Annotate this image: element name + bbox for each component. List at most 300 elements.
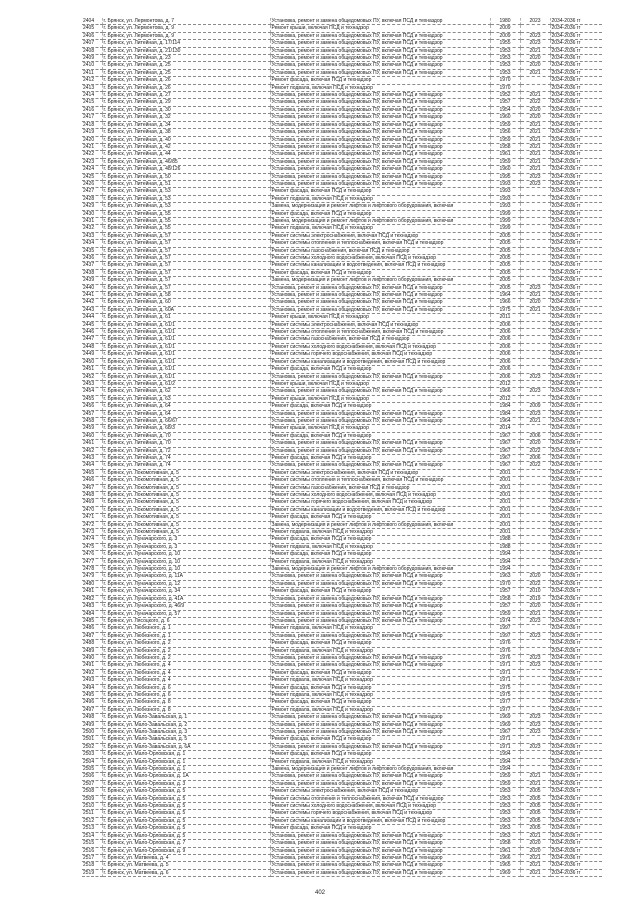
last-repair-year-cell: 2023	[520, 617, 550, 624]
year-built-cell: 1977	[490, 699, 520, 706]
table-row	[82, 529, 602, 536]
address-cell: г. Брянск, ул. Мало-Орловская, д. 1	[102, 766, 270, 773]
row-number: 2512	[82, 817, 102, 824]
last-repair-year-cell: 2021	[520, 773, 550, 780]
planned-period-cell: 2034-2036 гг	[550, 129, 602, 136]
row-number: 2511	[82, 810, 102, 817]
row-number: 2416	[82, 106, 102, 113]
address-cell: г. Брянск, ул. Литейная, д. 70	[102, 432, 270, 439]
table-row	[82, 18, 602, 25]
row-number: 2435	[82, 247, 102, 254]
work-type-cell: Установка, ремонт и замена общедомовых ПУ, включая ПСД и технадзор	[270, 780, 490, 787]
year-built-cell: 1953	[490, 69, 520, 76]
table-row	[82, 432, 602, 439]
address-cell: г. Брянск, ул. Литейная, д. 60А	[102, 306, 270, 313]
address-cell: г. Брянск, ул. Литейная, д. 32	[102, 114, 270, 121]
year-built-cell: 1957	[490, 588, 520, 595]
work-type-cell: Установка, ремонт и замена общедомовых ПУ, включая ПСД и технадзор	[270, 114, 490, 121]
last-repair-year-cell	[520, 647, 550, 654]
row-number: 2431	[82, 217, 102, 224]
row-number: 2464	[82, 462, 102, 469]
last-repair-year-cell: 2023	[520, 654, 550, 661]
year-built-cell: 2012	[490, 380, 520, 387]
row-number: 2418	[82, 121, 102, 128]
row-number: 2429	[82, 203, 102, 210]
last-repair-year-cell	[520, 677, 550, 684]
year-built-cell: 2006	[490, 329, 520, 336]
table-row	[82, 847, 602, 854]
work-type-cell: Установка, ремонт и замена общедомовых ПУ, включая ПСД и технадзор	[270, 721, 490, 728]
table-row	[82, 336, 602, 343]
table-row	[82, 151, 602, 158]
address-cell: г. Брянск, ул. Литейная, д. 51	[102, 180, 270, 187]
year-built-cell: 2001	[490, 521, 520, 528]
planned-period-cell: 2034-2036 гг	[550, 143, 602, 150]
row-number: 2409	[82, 55, 102, 62]
planned-period-cell: 2034-2036 гг	[550, 351, 602, 358]
row-number: 2407	[82, 40, 102, 47]
last-repair-year-cell	[520, 736, 550, 743]
planned-period-cell: 2034-2036 гг	[550, 25, 602, 32]
table-row	[82, 417, 602, 424]
year-built-cell: 2005	[490, 232, 520, 239]
row-number: 2517	[82, 854, 102, 861]
row-number: 2465	[82, 469, 102, 476]
year-built-cell: 2005	[490, 247, 520, 254]
row-number: 2419	[82, 129, 102, 136]
table-row	[82, 210, 602, 217]
year-built-cell: 1963	[490, 573, 520, 580]
planned-period-cell: 2034-2036 гг	[550, 499, 602, 506]
planned-period-cell: 2034-2036 гг	[550, 314, 602, 321]
table-row	[82, 706, 602, 713]
planned-period-cell: 2034-2036 гг	[550, 158, 602, 165]
address-cell: г. Брянск, ул. Литейная, д. 25	[102, 62, 270, 69]
last-repair-year-cell	[520, 551, 550, 558]
address-cell: г. Брянск, ул. Любезного, д. 1	[102, 625, 270, 632]
row-number: 2519	[82, 869, 102, 876]
last-repair-year-cell	[520, 625, 550, 632]
table-row	[82, 188, 602, 195]
year-built-cell: 1994	[490, 551, 520, 558]
table-row	[82, 203, 602, 210]
address-cell: г. Брянск, ул. Литейная, д. 23	[102, 55, 270, 62]
table-row	[82, 262, 602, 269]
last-repair-year-cell	[520, 640, 550, 647]
planned-period-cell: 2034-2036 гг	[550, 729, 602, 736]
address-cell: г. Брянск, ул. Любезного, д. 4	[102, 662, 270, 669]
work-type-cell: Ремонт системы электроснабжения, включая ПСД и технадзор	[270, 788, 490, 795]
planned-period-cell: 2034-2036 гг	[550, 114, 602, 121]
table-row	[82, 395, 602, 402]
table-row	[82, 321, 602, 328]
address-cell: г. Брянск, ул. Литейная, д. 70	[102, 440, 270, 447]
work-type-cell: Установка, ремонт и замена общедомовых ПУ, включая ПСД и технадзор	[270, 610, 490, 617]
last-repair-year-cell: 2021	[520, 151, 550, 158]
year-built-cell: 1994	[490, 566, 520, 573]
year-built-cell: 1993	[490, 180, 520, 187]
address-cell: г. Брянск, ул. Литейная, д. 57	[102, 255, 270, 262]
last-repair-year-cell	[520, 751, 550, 758]
work-type-cell: Замена, модернизация и ремонт лифтов и лифтового оборудования, включая	[270, 766, 490, 773]
row-number: 2493	[82, 677, 102, 684]
work-type-cell: Установка, ремонт и замена общедомовых ПУ, включая ПСД и технадзор	[270, 180, 490, 187]
table-row	[82, 825, 602, 832]
last-repair-year-cell: 2021	[520, 47, 550, 54]
planned-period-cell: 2034-2036 гг	[550, 99, 602, 106]
address-cell: г. Брянск, ул. Любезного, д. 4	[102, 677, 270, 684]
row-number: 2507	[82, 780, 102, 787]
row-number: 2408	[82, 47, 102, 54]
work-type-cell: Установка, ремонт и замена общедомовых ПУ, включая ПСД и технадзор	[270, 40, 490, 47]
row-number: 2417	[82, 114, 102, 121]
row-number: 2479	[82, 573, 102, 580]
work-type-cell: Ремонт фасада, включая ПСД и технадзор	[270, 699, 490, 706]
address-cell: г. Брянск, ул. Литейная, д. 61/1	[102, 373, 270, 380]
year-built-cell: 1958	[490, 143, 520, 150]
work-type-cell: Установка, ремонт и замена общедомовых ПУ, включая ПСД и технадзор	[270, 47, 490, 54]
address-cell: г. Брянск, ул. Литейная, д. 72	[102, 447, 270, 454]
planned-period-cell: 2034-2036 гг	[550, 714, 602, 721]
work-type-cell: Ремонт крыши, включая ПСД и технадзор	[270, 314, 490, 321]
row-number: 2448	[82, 343, 102, 350]
row-number: 2496	[82, 699, 102, 706]
address-cell: г. Брянск, ул. Мало-Завальская, д. 6А	[102, 743, 270, 750]
last-repair-year-cell: 2021	[520, 780, 550, 787]
work-type-cell: Ремонт фасада, включая ПСД и технадзор	[270, 366, 490, 373]
work-type-cell: Установка, ремонт и замена общедомовых ПУ, включая ПСД и технадзор	[270, 121, 490, 128]
planned-period-cell: 2034-2036 гг	[550, 691, 602, 698]
address-cell: г. Брянск, ул. Мало-Орловская, д. 5	[102, 810, 270, 817]
row-number: 2413	[82, 84, 102, 91]
table-row	[82, 817, 602, 824]
year-built-cell: 1970	[490, 77, 520, 84]
last-repair-year-cell	[520, 269, 550, 276]
last-repair-year-cell: 2006	[520, 454, 550, 461]
row-number: 2472	[82, 521, 102, 528]
work-type-cell: Ремонт системы газоснабжения, включая ПСД и технадзор	[270, 336, 490, 343]
year-built-cell: 1976	[490, 647, 520, 654]
table-row	[82, 373, 602, 380]
planned-period-cell: 2034-2036 гг	[550, 277, 602, 284]
work-type-cell: Установка, ремонт и замена общедомовых ПУ, включая ПСД и технадзор	[270, 462, 490, 469]
address-cell: г. Брянск, ул. Литейная, д. 61/1	[102, 343, 270, 350]
planned-period-cell: 2034-2036 гг	[550, 32, 602, 39]
planned-period-cell: 2034-2036 гг	[550, 462, 602, 469]
last-repair-year-cell: 2022	[520, 462, 550, 469]
table-row	[82, 366, 602, 373]
address-cell: г. Брянск, ул. Литейная, д. 25	[102, 69, 270, 76]
planned-period-cell: 2034-2036 гг	[550, 40, 602, 47]
table-row	[82, 121, 602, 128]
row-number: 2437	[82, 262, 102, 269]
table-row	[82, 247, 602, 254]
row-number: 2500	[82, 729, 102, 736]
last-repair-year-cell: 2021	[520, 869, 550, 876]
table-row	[82, 329, 602, 336]
year-built-cell: 2006	[490, 343, 520, 350]
row-number: 2514	[82, 832, 102, 839]
planned-period-cell: 2034-2036 гг	[550, 121, 602, 128]
row-number: 2485	[82, 617, 102, 624]
year-built-cell: 1975	[490, 306, 520, 313]
year-built-cell: 2001	[490, 484, 520, 491]
work-type-cell: Ремонт подвала, включая ПСД и технадзор	[270, 529, 490, 536]
table-row	[82, 306, 602, 313]
row-number: 2470	[82, 506, 102, 513]
year-built-cell: 1993	[490, 195, 520, 202]
planned-period-cell: 2034-2036 гг	[550, 469, 602, 476]
table-row	[82, 773, 602, 780]
year-built-cell: 1959	[490, 158, 520, 165]
planned-period-cell: 2034-2036 гг	[550, 869, 602, 876]
table-row	[82, 803, 602, 810]
address-cell: г. Брянск, ул. Мало-Орловская, д. 5	[102, 832, 270, 839]
year-built-cell: 1969	[490, 869, 520, 876]
work-type-cell: Ремонт фасада, включая ПСД и технадзор	[270, 77, 490, 84]
planned-period-cell: 2034-2036 гг	[550, 640, 602, 647]
address-cell: г. Брянск, ул. Литейная, д. 66/67	[102, 417, 270, 424]
last-repair-year-cell	[520, 358, 550, 365]
work-type-cell: Установка, ремонт и замена общедомовых ПУ, включая ПСД и технадзор	[270, 654, 490, 661]
planned-period-cell: 2034-2036 гг	[550, 217, 602, 224]
table-row	[82, 462, 602, 469]
last-repair-year-cell: 2023	[520, 721, 550, 728]
row-number: 2468	[82, 492, 102, 499]
last-repair-year-cell: 2022	[520, 447, 550, 454]
year-built-cell: 1984	[490, 403, 520, 410]
last-repair-year-cell: 2021	[520, 136, 550, 143]
year-built-cell: 2009	[490, 32, 520, 39]
last-repair-year-cell: 2021	[520, 158, 550, 165]
row-number: 2449	[82, 351, 102, 358]
last-repair-year-cell: 2023	[520, 40, 550, 47]
row-number: 2414	[82, 92, 102, 99]
row-number: 2434	[82, 240, 102, 247]
year-built-cell: 1975	[490, 691, 520, 698]
address-cell: г. Брянск, ул. Любезного, д. 1	[102, 632, 270, 639]
table-row	[82, 240, 602, 247]
work-type-cell: Ремонт крыши, включая ПСД и технадзор	[270, 25, 490, 32]
last-repair-year-cell: 2022	[520, 580, 550, 587]
last-repair-year-cell: 2021	[520, 69, 550, 76]
table-row	[82, 77, 602, 84]
work-type-cell: Замена, модернизация и ремонт лифтов и лифтового оборудования, включая	[270, 566, 490, 573]
address-cell: г. Брянск, ул. Мало-Орловская, д. 1А	[102, 773, 270, 780]
planned-period-cell: 2034-2036 гг	[550, 551, 602, 558]
address-cell: г. Брянск, ул. Литейная, д. 57	[102, 240, 270, 247]
table-row	[82, 173, 602, 180]
address-cell: г. Брянск, ул. Литейная, д. 55	[102, 217, 270, 224]
planned-period-cell: 2034-2036 гг	[550, 203, 602, 210]
planned-period-cell: 2034-2036 гг	[550, 336, 602, 343]
work-type-cell: Установка, ремонт и замена общедомовых ПУ, включая ПСД и технадзор	[270, 417, 490, 424]
address-cell: г. Брянск, ул. Любезного, д. 2	[102, 654, 270, 661]
last-repair-year-cell	[520, 343, 550, 350]
year-built-cell: 2009	[490, 25, 520, 32]
last-repair-year-cell	[520, 699, 550, 706]
table-row	[82, 499, 602, 506]
row-number: 2475	[82, 543, 102, 550]
work-type-cell: Ремонт фасада, включая ПСД и технадзор	[270, 551, 490, 558]
year-built-cell: 2005	[490, 255, 520, 262]
row-number: 2480	[82, 580, 102, 587]
year-built-cell: 1959	[490, 780, 520, 787]
address-cell: г. Брянск, ул. Литейная, д. 46/85	[102, 158, 270, 165]
work-type-cell: Ремонт системы электроснабжения, включая ПСД и технадзор	[270, 232, 490, 239]
planned-period-cell: 2034-2036 гг	[550, 173, 602, 180]
last-repair-year-cell: 2010	[520, 588, 550, 595]
table-row	[82, 654, 602, 661]
year-built-cell: 2001	[490, 492, 520, 499]
table-row	[82, 114, 602, 121]
last-repair-year-cell: 2021	[520, 862, 550, 869]
planned-period-cell: 2034-2036 гг	[550, 225, 602, 232]
planned-period-cell: 2034-2036 гг	[550, 292, 602, 299]
year-built-cell: 1961	[490, 151, 520, 158]
planned-period-cell: 2034-2036 гг	[550, 55, 602, 62]
planned-period-cell: 2034-2036 гг	[550, 151, 602, 158]
address-cell: г. Брянск, ул. Лермонтова, д. 9	[102, 32, 270, 39]
row-number: 2506	[82, 773, 102, 780]
work-type-cell: Ремонт подвала, включая ПСД и технадзор	[270, 625, 490, 632]
address-cell: г. Брянск, ул. Мало-Орловская, д. 9	[102, 847, 270, 854]
address-cell: г. Брянск, ул. Луначарского, д. 41А	[102, 595, 270, 602]
table-row	[82, 862, 602, 869]
table-row	[82, 32, 602, 39]
row-number: 2430	[82, 210, 102, 217]
work-type-cell: Ремонт фасада, включая ПСД и технадзор	[270, 403, 490, 410]
table-row	[82, 662, 602, 669]
planned-period-cell: 2034-2036 гг	[550, 62, 602, 69]
year-built-cell: 1967	[490, 432, 520, 439]
planned-period-cell: 2034-2036 гг	[550, 255, 602, 262]
year-built-cell: 1971	[490, 662, 520, 669]
table-row	[82, 180, 602, 187]
table-row	[82, 573, 602, 580]
row-number: 2450	[82, 358, 102, 365]
year-built-cell: 2006	[490, 366, 520, 373]
last-repair-year-cell: 2020	[520, 106, 550, 113]
address-cell: г. Брянск, ул. Литейная, д. 61/1	[102, 336, 270, 343]
work-type-cell: Установка, ремонт и замена общедомовых ПУ, включая ПСД и технадзор	[270, 573, 490, 580]
address-cell: г. Брянск, ул. Мало-Орловская, д. 5	[102, 788, 270, 795]
table-row	[82, 55, 602, 62]
year-built-cell: 1958	[490, 595, 520, 602]
work-type-cell: Установка, ремонт и замена общедомовых ПУ, включая ПСД и технадзор	[270, 143, 490, 150]
planned-period-cell: 2034-2036 гг	[550, 588, 602, 595]
planned-period-cell: 2034-2036 гг	[550, 84, 602, 91]
row-number: 2443	[82, 306, 102, 313]
table-row	[82, 640, 602, 647]
row-number: 2505	[82, 766, 102, 773]
planned-period-cell: 2034-2036 гг	[550, 380, 602, 387]
planned-period-cell: 2034-2036 гг	[550, 580, 602, 587]
address-cell: г. Брянск, ул. Луначарского, д. 10	[102, 558, 270, 565]
last-repair-year-cell	[520, 188, 550, 195]
row-number: 2491	[82, 662, 102, 669]
address-cell: г. Брянск, ул. Локомотивная, д. 5	[102, 477, 270, 484]
work-type-cell: Ремонт фасада, включая ПСД и технадзор	[270, 188, 490, 195]
table-row	[82, 388, 602, 395]
year-built-cell: 2012	[490, 395, 520, 402]
year-built-cell: 1960	[490, 166, 520, 173]
last-repair-year-cell: 2005	[520, 795, 550, 802]
table-row	[82, 284, 602, 291]
row-number: 2457	[82, 410, 102, 417]
last-repair-year-cell	[520, 247, 550, 254]
row-number: 2405	[82, 25, 102, 32]
address-cell: г. Брянск, ул. Мало-Завальская, д. 1	[102, 714, 270, 721]
work-type-cell: Установка, ремонт и замена общедомовых ПУ, включая ПСД и технадзор	[270, 69, 490, 76]
work-type-cell: Ремонт подвала, включая ПСД и технадзор	[270, 558, 490, 565]
row-number: 2513	[82, 825, 102, 832]
work-type-cell: Установка, ремонт и замена общедомовых ПУ, включая ПСД и технадзор	[270, 136, 490, 143]
table-row	[82, 225, 602, 232]
last-repair-year-cell: 2021	[520, 854, 550, 861]
table-row	[82, 617, 602, 624]
last-repair-year-cell	[520, 25, 550, 32]
last-repair-year-cell	[520, 484, 550, 491]
year-built-cell: 1967	[490, 729, 520, 736]
address-cell: г. Брянск, ул. Луначарского, д. 3	[102, 536, 270, 543]
address-cell: г. Брянск, ул. Локомотивная, д. 5	[102, 506, 270, 513]
work-type-cell: Установка, ремонт и замена общедомовых ПУ, включая ПСД и технадзор	[270, 862, 490, 869]
row-number: 2439	[82, 277, 102, 284]
year-built-cell: 1953	[490, 788, 520, 795]
address-cell: г. Брянск, ул. Луначарского, д. 11А	[102, 573, 270, 580]
last-repair-year-cell: 2021	[520, 292, 550, 299]
address-cell: г. Брянск, ул. Локомотивная, д. 5	[102, 529, 270, 536]
row-number: 2436	[82, 255, 102, 262]
work-type-cell: Ремонт фасада, включая ПСД и технадзор	[270, 640, 490, 647]
last-repair-year-cell	[520, 321, 550, 328]
table-row	[82, 425, 602, 432]
row-number: 2487	[82, 632, 102, 639]
work-type-cell: Ремонт подвала, включая ПСД и технадзор	[270, 84, 490, 91]
row-number: 2440	[82, 284, 102, 291]
address-cell: г. Брянск, ул. Локомотивная, д. 5	[102, 514, 270, 521]
year-built-cell: 1967	[490, 440, 520, 447]
table-row	[82, 758, 602, 765]
table-row	[82, 521, 602, 528]
year-built-cell: 1953	[490, 55, 520, 62]
year-built-cell: 1967	[490, 462, 520, 469]
last-repair-year-cell: 2023	[520, 18, 550, 25]
address-cell: г. Брянск, ул. Литейная, д. 58	[102, 292, 270, 299]
planned-period-cell: 2034-2036 гг	[550, 166, 602, 173]
year-built-cell: 1964	[490, 417, 520, 424]
work-type-cell: Установка, ремонт и замена общедомовых ПУ, включая ПСД и технадзор	[270, 388, 490, 395]
year-built-cell: 1969	[490, 714, 520, 721]
last-repair-year-cell: 2020	[520, 55, 550, 62]
work-type-cell: Установка, ремонт и замена общедомовых ПУ, включая ПСД и технадзор	[270, 729, 490, 736]
planned-period-cell: 2034-2036 гг	[550, 92, 602, 99]
work-type-cell: Замена, модернизация и ремонт лифтов и лифтового оборудования, включая	[270, 217, 490, 224]
table-row	[82, 492, 602, 499]
table-row	[82, 314, 602, 321]
row-number: 2488	[82, 640, 102, 647]
row-number: 2453	[82, 380, 102, 387]
table-row	[82, 351, 602, 358]
year-built-cell: 2005	[490, 262, 520, 269]
table-row	[82, 647, 602, 654]
planned-period-cell: 2034-2036 гг	[550, 195, 602, 202]
table-row	[82, 454, 602, 461]
row-number: 2461	[82, 440, 102, 447]
planned-period-cell: 2034-2036 гг	[550, 240, 602, 247]
table-row	[82, 729, 602, 736]
